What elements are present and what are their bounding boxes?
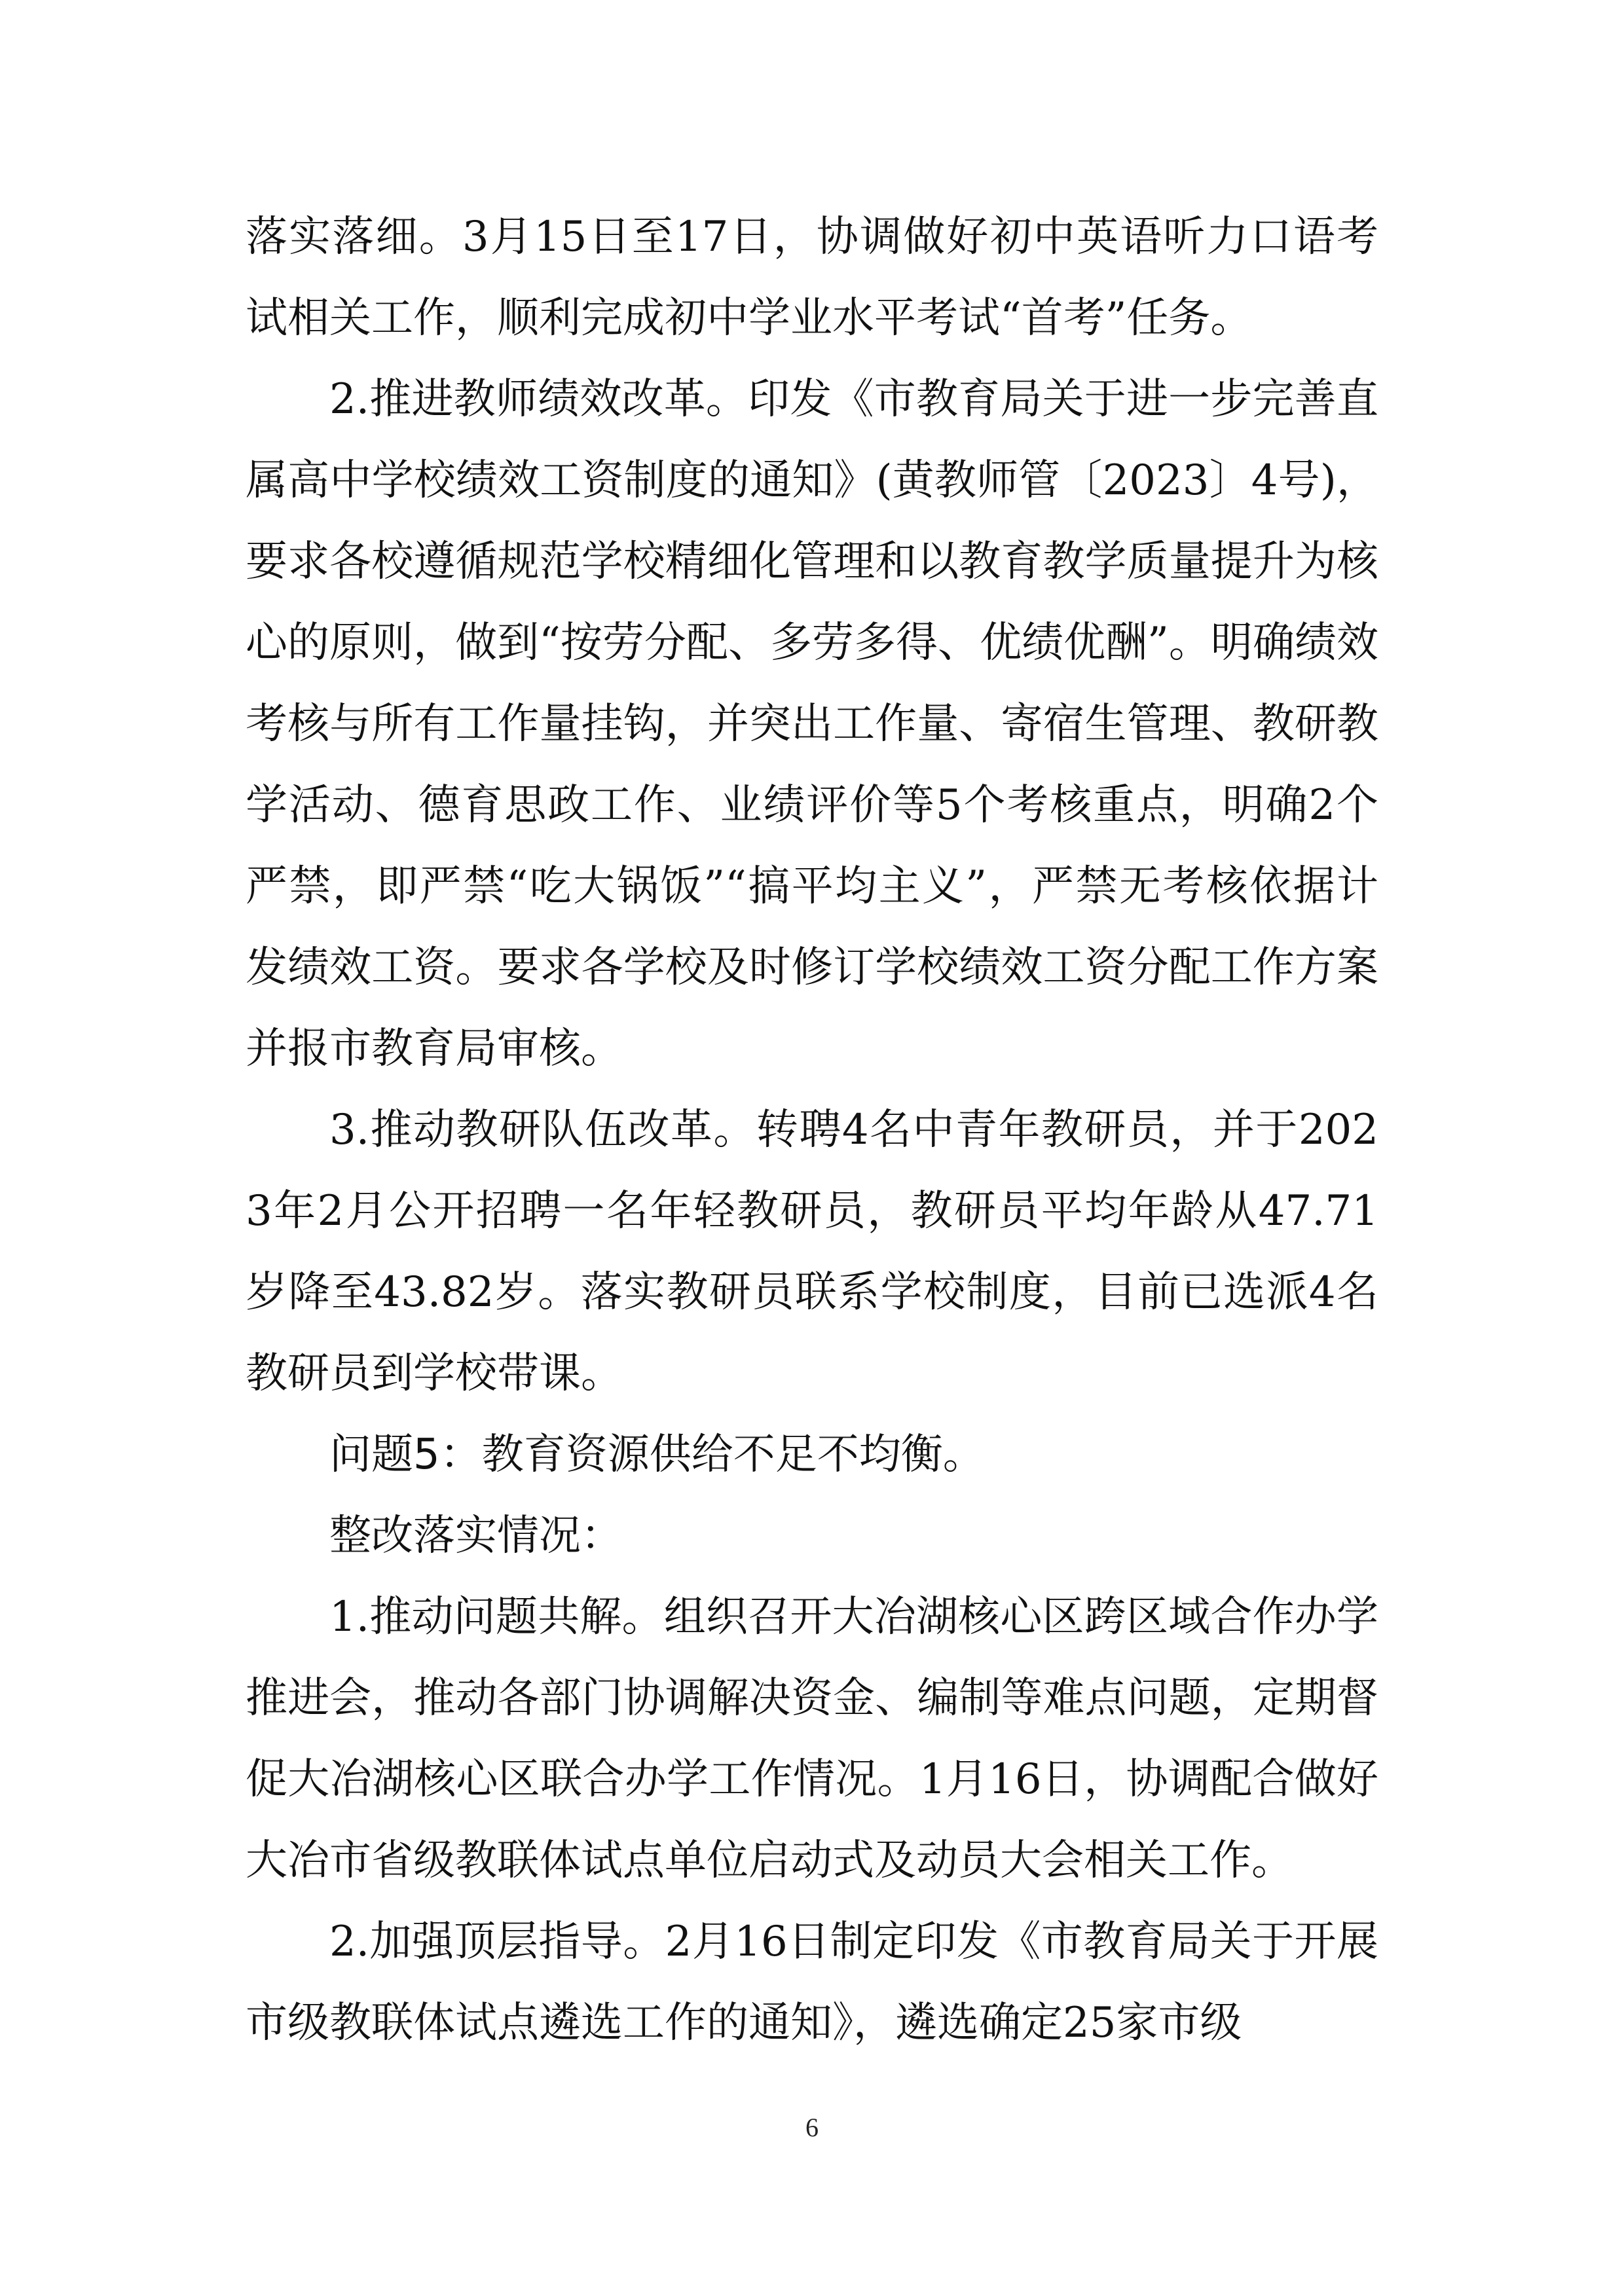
issue-5-heading: 问题5：教育资源供给不足不均衡。 xyxy=(329,1430,985,1479)
page-number: 6 xyxy=(805,2113,819,2142)
paragraph-continuation: 落实落细。3月15日至17日，协调做好初中英语听力口语考试相关工作，顺利完成初中学业水平考试“首考”任务。 xyxy=(246,213,1378,342)
paragraph-top-level-guidance: 2.加强顶层指导。2月16日制定印发《市教育局关于开展市级教联体试点遴选工作的通知》，遴选确定25家市级 xyxy=(246,1918,1378,2047)
paragraph-performance-reform: 2.推进教师绩效改革。印发《市教育局关于进一步完善直属高中学校绩效工资制度的通知》(黄教师管〔2023〕4号)，要求各校遵循规范学校精细化管理和以教育教学质量提升为核心的原则，做到“按劳分配、多劳多得、优绩优酬”。明确绩效考核与所有工作量挂钩，并突出工作量、寄宿生管理、教研教学活动、德育思政工作、业绩评价等5个考核重点，明确2个严禁，即严禁“吃大锅饭”“搞平均主义”，严禁无考核依据计发绩效工资。要求各学校及时修订学校绩效工资分配工作方案并报市教育局审核。 xyxy=(246,375,1378,1073)
document-body xyxy=(246,196,1378,2064)
rectification-label: 整改落实情况： xyxy=(329,1512,623,1560)
paragraph-joint-solution: 1.推动问题共解。组织召开大冶湖核心区跨区域合作办学推进会，推动各部门协调解决资金、编制等难点问题，定期督促大冶湖核心区联合办学工作情况。1月16日，协调配合做好大冶市省级教联体试点单位启动式及动员大会相关工作。 xyxy=(246,1593,1378,1885)
paragraph-research-team-reform: 3.推动教研队伍改革。转聘4名中青年教研员，并于2023年2月公开招聘一名年轻教研员，教研员平均年龄从47.71岁降至43.82岁。落实教研员联系学校制度，目前已选派4名教研员到学校带课。 xyxy=(246,1106,1378,1398)
